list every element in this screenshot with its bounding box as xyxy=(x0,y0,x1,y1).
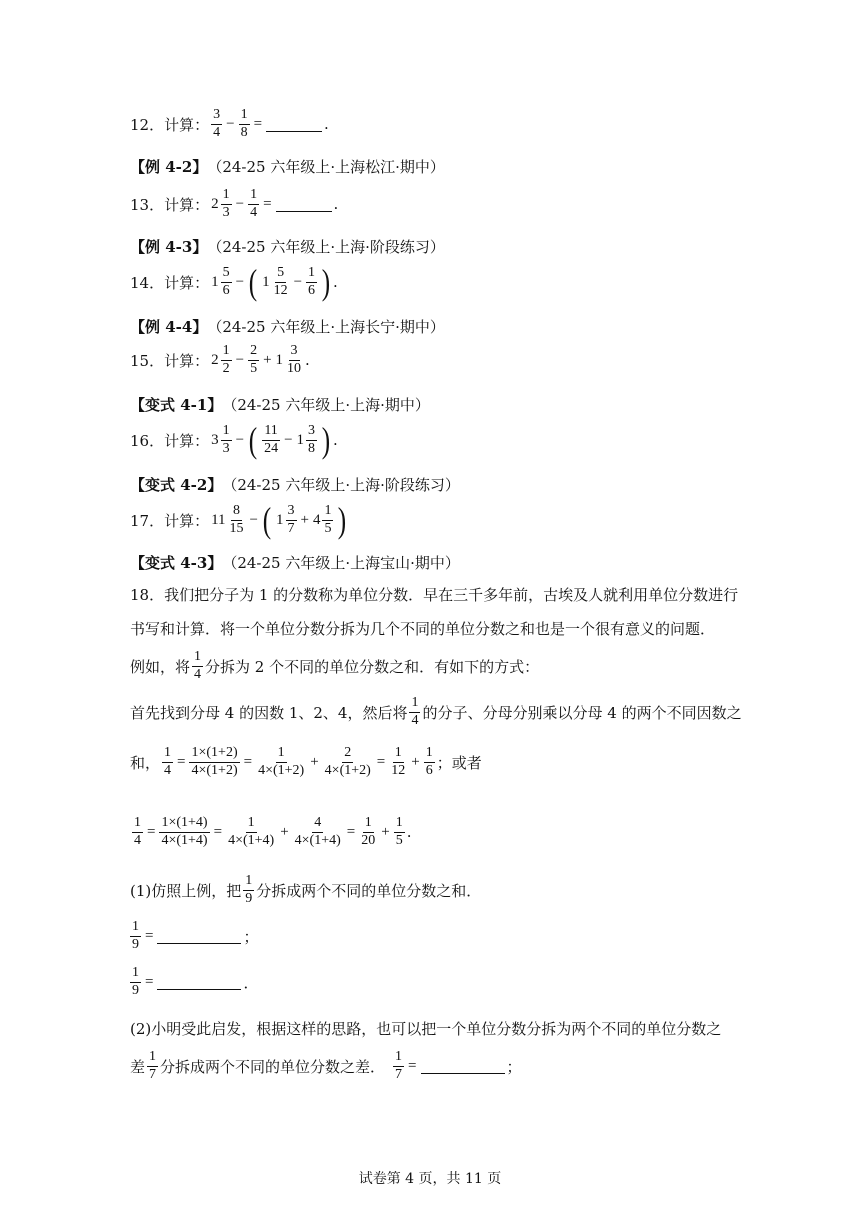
q14-op-1: − xyxy=(235,273,245,290)
ans1-end: ； xyxy=(243,927,259,946)
q13-whole: 2 xyxy=(211,195,219,212)
eqA-frac-5: $\frac{1}{6}$ xyxy=(425,745,433,778)
question-15 xyxy=(130,344,310,376)
q18-s2b: 差 xyxy=(130,1057,146,1076)
question-13 xyxy=(130,188,338,220)
q15-whole-2: 1 xyxy=(275,351,284,368)
q18-para-2 xyxy=(130,618,715,639)
var42-tag: 【变式 4-2】 xyxy=(130,476,223,494)
q18-p4a: 首先找到分母 4 的因数 1、2、4，然后将 xyxy=(130,703,408,722)
var41-tag: 【变式 4-1】 xyxy=(130,396,223,414)
q18-sub-1-answer-1 xyxy=(130,920,258,952)
q13-frac-2: $\frac{1}{4}$ xyxy=(250,187,258,220)
q15-prefix: 15．计算： xyxy=(130,351,210,370)
q18-quarter-frac-1: $\frac{1}{4}$ xyxy=(194,649,202,682)
var43-src: （24-25 六年级上·上海宝山·期中） xyxy=(222,554,460,572)
q18-p4b: 的分子、分母分别乘以分母 4 的两个不同因数之 xyxy=(422,703,742,722)
variant-4-3 xyxy=(130,552,460,573)
q12-end: . xyxy=(324,115,329,134)
q18-equation-a xyxy=(130,746,482,778)
q16-whole-2: 1 xyxy=(296,431,305,448)
q14-frac-3: $\frac{1}{6}$ xyxy=(308,264,316,298)
q17-op-2: + xyxy=(300,511,309,528)
q12-frac-2: $\frac{1}{8}$ xyxy=(240,107,248,140)
q16-end: . xyxy=(333,431,338,449)
q18-seventh-frac-1: $\frac{1}{7}$ xyxy=(149,1049,157,1082)
question-17 xyxy=(130,502,349,538)
eqB-plus-1: + xyxy=(280,823,289,840)
q18-seventh-frac-2: $\frac{1}{7}$ xyxy=(395,1049,403,1082)
q14-whole-2: 1 xyxy=(262,273,270,290)
q18-quarter-frac-2: $\frac{1}{4}$ xyxy=(411,695,419,728)
q15-op-2: + xyxy=(263,351,272,368)
eqB-frac-3: $\frac{4}{4\times(1+4)}$ xyxy=(294,815,341,848)
q14-frac-1: $\frac{5}{6}$ xyxy=(222,264,230,298)
q18-sub-2 xyxy=(130,1018,721,1039)
q18-s2c: 分拆成两个不同的单位分数之差． xyxy=(160,1057,386,1076)
q12-op: − xyxy=(226,115,235,132)
q18-sub-1-answer-2 xyxy=(130,966,258,998)
q18-p5b: ；或者 xyxy=(436,753,482,772)
q14-whole-1: 1 xyxy=(211,273,219,290)
q18-p3b: 分拆为 2 个不同的单位分数之和．有如下的方式： xyxy=(205,657,540,676)
q18-p3a: 例如，将 xyxy=(130,657,191,676)
eqA-eq-1: = xyxy=(177,753,186,770)
q13-end: . xyxy=(333,195,339,214)
q16-frac-3: $\frac{3}{8}$ xyxy=(308,422,316,456)
q17-frac-3: $\frac{1}{5}$ xyxy=(324,502,332,536)
ans2-end: ． xyxy=(243,973,259,992)
q15-frac-2: $\frac{2}{5}$ xyxy=(250,343,258,376)
q14-op-2: − xyxy=(293,273,303,290)
q18-s1a: (1)仿照上例，把 xyxy=(130,881,242,900)
q16-right-paren: ) xyxy=(321,420,331,460)
q15-frac-3: $\frac{3}{10}$ xyxy=(287,343,302,376)
eqB-frac-2: $\frac{1}{4\times(1+4)}$ xyxy=(228,815,275,848)
q17-frac-2: $\frac{3}{7}$ xyxy=(287,502,295,536)
q15-whole-1: 2 xyxy=(211,351,219,368)
eqA-frac-3: $\frac{2}{4\times(1+2)}$ xyxy=(324,745,371,778)
q12-prefix: 12．计算： xyxy=(130,115,210,134)
q18-s1b: 分拆成两个不同的单位分数之和． xyxy=(256,881,482,900)
q18-para-4 xyxy=(130,696,742,728)
eqA-frac-4: $\frac{1}{12}$ xyxy=(391,745,406,778)
q17-whole-3: 4 xyxy=(312,511,321,528)
ans1-frac: $\frac{1}{9}$ xyxy=(132,919,139,952)
question-16 xyxy=(130,422,338,458)
q13-eq: = xyxy=(263,195,272,212)
ans3-end: ； xyxy=(506,1057,522,1076)
q18-sub-2-line-2 xyxy=(130,1050,522,1082)
ans1-blank[interactable] xyxy=(157,929,241,944)
eqB-frac-1: $\frac{1\times(1+4)}{4\times(1+4)}$ xyxy=(161,815,208,848)
q12-frac-1: $\frac{3}{4}$ xyxy=(213,107,221,140)
ans3-eq: = xyxy=(408,1057,417,1074)
eqA-plus-1: + xyxy=(310,753,319,770)
q17-whole-2: 1 xyxy=(276,511,284,528)
eqB-frac-4: $\frac{1}{20}$ xyxy=(361,815,376,848)
q12-eq: = xyxy=(253,115,263,132)
q14-prefix: 14．计算： xyxy=(130,273,210,292)
q13-frac-1: $\frac{1}{3}$ xyxy=(222,187,230,220)
q16-frac-2: $\frac{11}{24}$ xyxy=(264,422,279,456)
q15-op-1: − xyxy=(235,351,245,368)
ex43-src: （24-25 六年级上·上海·阶段练习） xyxy=(207,238,445,256)
eqB-end: . xyxy=(406,823,412,842)
page-footer: 试卷第 4 页，共 11 页 xyxy=(358,1171,502,1187)
q17-right-paren: ) xyxy=(338,500,347,540)
q14-left-paren: ( xyxy=(248,262,258,302)
ans1-eq: = xyxy=(145,927,154,944)
ans2-blank[interactable] xyxy=(157,975,241,990)
q13-answer-blank[interactable] xyxy=(276,197,332,212)
q16-left-paren: ( xyxy=(248,420,258,460)
q13-prefix: 13．计算： xyxy=(130,195,210,214)
example-4-2 xyxy=(130,156,445,177)
var41-src: （24-25 六年级上·上海·期中） xyxy=(222,396,430,414)
q12-answer-blank[interactable] xyxy=(266,117,322,132)
eqA-lhs: $\frac{1}{4}$ xyxy=(164,745,172,778)
q17-op-1: − xyxy=(249,511,259,528)
q18-s2a: (2)小明受此启发，根据这样的思路，也可以把一个单位分数分拆为两个不同的单位分数之 xyxy=(130,1020,722,1038)
eqB-eq-2: = xyxy=(213,823,223,840)
eqB-lhs: $\frac{1}{4}$ xyxy=(134,815,141,848)
q14-right-paren: ) xyxy=(321,262,331,302)
variant-4-1 xyxy=(130,394,430,415)
eqA-eq-3: = xyxy=(376,753,386,770)
q16-op-2: − xyxy=(284,431,293,448)
eqB-plus-2: + xyxy=(381,823,390,840)
q13-op: − xyxy=(235,195,245,212)
eqA-frac-2: $\frac{1}{4\times(1+2)}$ xyxy=(258,745,305,778)
example-4-3 xyxy=(130,236,445,257)
q16-frac-1: $\frac{1}{3}$ xyxy=(222,422,230,456)
q14-frac-2: $\frac{5}{12}$ xyxy=(273,264,288,298)
eqB-frac-5: $\frac{1}{5}$ xyxy=(395,815,403,848)
q18-sub-1 xyxy=(130,874,481,906)
ex44-src: （24-25 六年级上·上海长宁·期中） xyxy=(207,318,445,336)
example-4-4 xyxy=(130,316,445,337)
ex44-tag: 【例 4-4】 xyxy=(130,318,208,336)
q17-left-paren: ( xyxy=(262,500,272,540)
ex42-src: （24-25 六年级上·上海松江·期中） xyxy=(207,158,445,176)
eqA-frac-1: $\frac{1\times(1+2)}{4\times(1+2)}$ xyxy=(191,745,238,778)
q17-whole-1: 11 xyxy=(211,511,226,528)
eqB-eq-3: = xyxy=(346,823,356,840)
q18-ninth-frac: $\frac{1}{9}$ xyxy=(245,873,253,906)
q18-para-3 xyxy=(130,650,539,682)
q15-frac-1: $\frac{1}{2}$ xyxy=(222,343,230,376)
eqB-eq-1: = xyxy=(147,823,156,840)
q16-op-1: − xyxy=(235,431,245,448)
q18-p5a: 和， xyxy=(130,753,161,772)
q17-prefix: 17．计算： xyxy=(130,511,210,530)
eqA-eq-2: = xyxy=(243,753,253,770)
ex42-tag: 【例 4-2】 xyxy=(130,158,208,176)
question-14 xyxy=(130,264,338,300)
q18-p1: 18．我们把分子为 1 的分数称为单位分数．早在三千多年前，古埃及人就利用单位分数进行 xyxy=(130,586,739,604)
eqA-plus-2: + xyxy=(411,753,420,770)
variant-4-2 xyxy=(130,474,460,495)
q16-prefix: 16．计算： xyxy=(130,431,210,450)
q18-para-1 xyxy=(130,584,738,605)
ex43-tag: 【例 4-3】 xyxy=(130,238,208,256)
question-12 xyxy=(130,108,329,140)
q18-equation-b xyxy=(130,816,412,848)
q17-frac-1: $\frac{8}{15}$ xyxy=(229,502,244,536)
ans3-blank[interactable] xyxy=(421,1059,505,1074)
q16-whole-1: 3 xyxy=(211,431,219,448)
var43-tag: 【变式 4-3】 xyxy=(130,554,223,572)
q14-end: . xyxy=(333,273,338,291)
var42-src: （24-25 六年级上·上海·阶段练习） xyxy=(222,476,460,494)
q18-p2: 书写和计算．将一个单位分数分拆为几个不同的单位分数之和也是一个很有意义的问题． xyxy=(130,620,716,638)
ans2-frac: $\frac{1}{9}$ xyxy=(132,965,139,998)
ans2-eq: = xyxy=(145,973,154,990)
q15-end: . xyxy=(305,351,310,370)
